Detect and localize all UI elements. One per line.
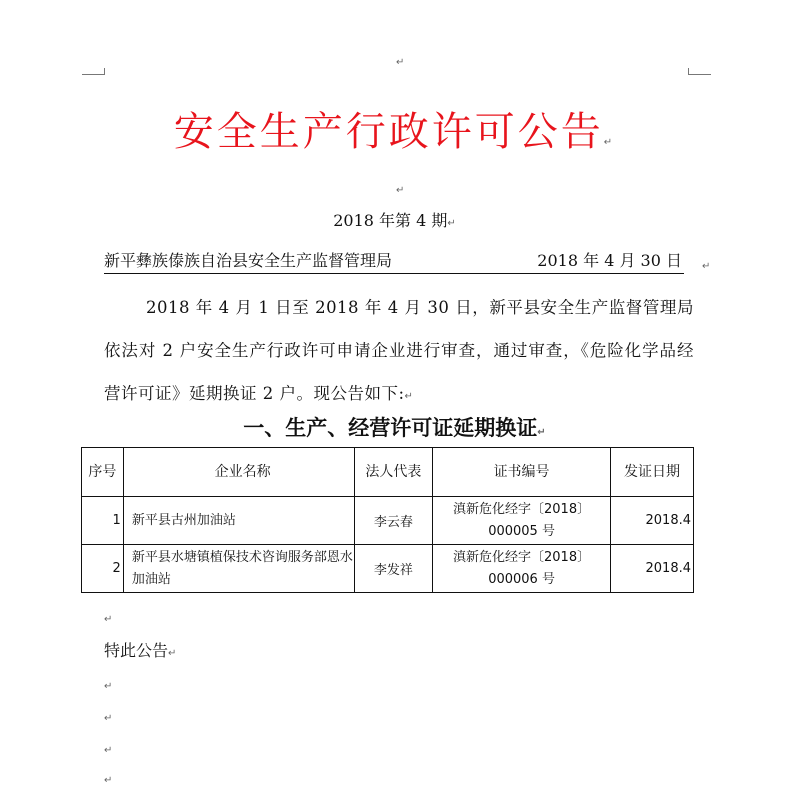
closing-text: 特此公告↵ [104, 641, 177, 660]
paragraph-mark: ↵ [396, 185, 405, 196]
paragraph-mark: ↵ [104, 745, 113, 756]
header-cert: 证书编号 [433, 448, 611, 497]
issue-number: 2018 年第 4 期↵ [333, 211, 456, 230]
row-no: 1 [82, 497, 124, 545]
issue-date: 2018 年 4 月 30 日 [537, 251, 682, 270]
paragraph-mark: ↵ [104, 713, 113, 724]
paragraph-mark: ↵ [104, 681, 113, 692]
row-company: 新平县古州加油站 [123, 497, 354, 545]
row-rep: 李云春 [354, 497, 433, 545]
row-date: 2018.4 [610, 545, 693, 593]
paragraph-mark: ↵ [396, 57, 405, 68]
margin-corner-mark [82, 68, 105, 75]
row-cert: 滇新危化经字〔2018〕 000006 号 [433, 545, 611, 593]
margin-corner-mark [688, 68, 711, 75]
section-title: 一、生产、经营许可证延期换证↵ [243, 416, 546, 440]
row-date: 2018.4 [610, 497, 693, 545]
paragraph-mark: ↵ [702, 261, 711, 272]
row-no: 2 [82, 545, 124, 593]
row-company: 新平县水塘镇植保技术咨询服务部恩水加油站 [123, 545, 354, 593]
header-rep: 法人代表 [354, 448, 433, 497]
row-rep: 李发祥 [354, 545, 433, 593]
header-no: 序号 [82, 448, 124, 497]
notice-title: 安全生产行政许可公告↵ [173, 109, 616, 155]
permit-table [81, 447, 694, 593]
paragraph-mark: ↵ [104, 775, 113, 786]
notice-body: 2018 年 4 月 1 日至 2018 年 4 月 30 日，新平县安全生产监督管理局依法对 2 户安全生产行政许可申请企业进行审查，通过审查，《危险化学品经营许可证》延期换证 2 户。现公告如下:↵ [104, 298, 694, 403]
header-date: 发证日期 [610, 448, 693, 497]
row-cert: 滇新危化经字〔2018〕 000005 号 [433, 497, 611, 545]
table-row [82, 497, 694, 545]
issuer-name: 新平彝族傣族自治县安全生产监督管理局 [104, 251, 393, 270]
header-name: 企业名称 [123, 448, 354, 497]
issuer-line [104, 248, 684, 274]
table-row [82, 545, 694, 593]
paragraph-mark: ↵ [104, 614, 113, 625]
table-header-row [82, 448, 694, 497]
